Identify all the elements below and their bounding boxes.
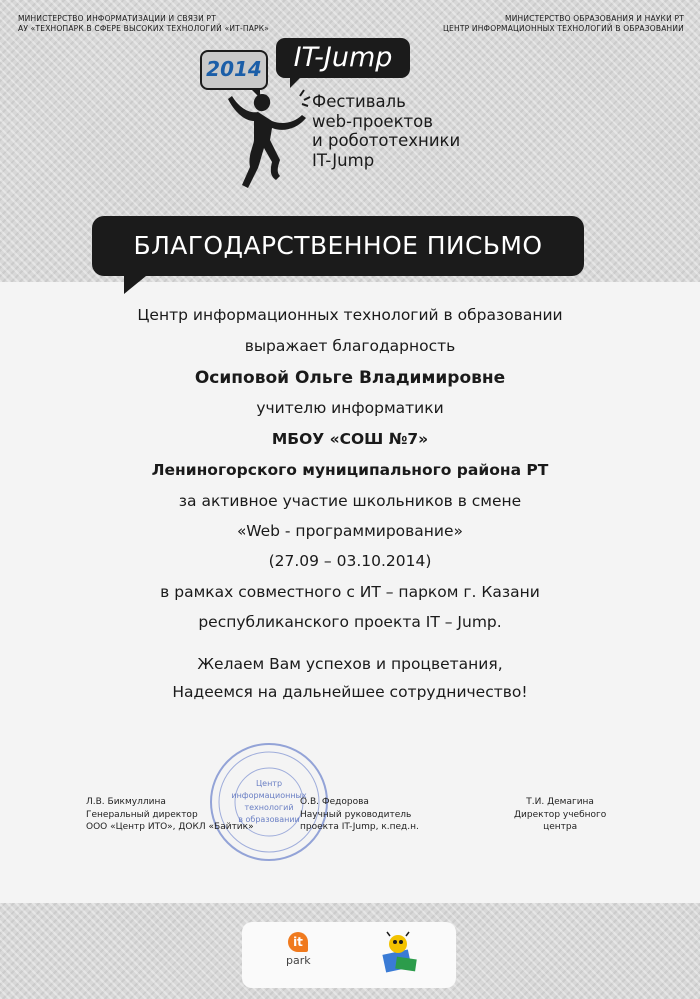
stamp-line-3: технологий — [244, 803, 294, 812]
signatory-2 — [300, 796, 419, 834]
school-name: МБОУ «СОШ №7» — [271, 430, 429, 448]
wish-line-2: Надеемся на дальнейшее сотрудничество! — [172, 683, 528, 701]
stamp-line-4: в образовании — [238, 815, 300, 824]
itpark-logo — [286, 932, 312, 974]
signatory-1-org: ООО «Центр ИТО», ДОКЛ «Байтик» — [86, 822, 254, 832]
itpark-mark-icon: it — [288, 932, 308, 952]
signatory-3 — [514, 796, 606, 834]
festival-line-4: IT-Jump — [312, 150, 375, 170]
signatory-2-role: Научный руководитель — [300, 809, 412, 820]
festival-line-2: web-проектов — [312, 111, 433, 131]
body-line-2: выражает благодарность — [244, 337, 456, 355]
header-left-line-2: АУ «ТЕХНОПАРК В СФЕРЕ ВЫСОКИХ ТЕХНОЛОГИЙ «ИТ-ПАРК» — [18, 24, 270, 33]
signatory-2-name: О.В. Федорова — [300, 797, 369, 807]
body-line-10: в рамках совместного с ИТ – парком г. Казани — [160, 583, 540, 601]
stamp-line-2: информационных — [231, 791, 307, 800]
program-name: «Web - программирование» — [236, 522, 464, 540]
festival-line-3: и робототехники — [312, 131, 461, 150]
body-line-1: Центр информационных технологий в образовании — [137, 306, 563, 324]
body-line-4: учителю информатики — [256, 399, 444, 417]
title-banner: БЛАГОДАРСТВЕННОЕ ПИСЬМО — [92, 216, 584, 276]
header-right-line-1: МИНИСТЕРСТВО ОБРАЗОВАНИЯ И НАУКИ РТ — [505, 14, 684, 23]
baitik-mascot-icon — [378, 930, 422, 974]
signatory-1-role: Генеральный директор — [86, 809, 198, 820]
brand-bubble: IT-Jump — [276, 38, 410, 78]
body-line-11: республиканского проекта IT – Jump. — [198, 613, 502, 631]
year-bubble: 2014 — [200, 50, 268, 90]
district-name: Лениногорского муниципального района РТ — [151, 461, 549, 479]
signatory-2-org: проекта IT-Jump, к.пед.н. — [300, 822, 419, 832]
wish-line-1: Желаем Вам успехов и процветания, — [197, 655, 503, 673]
signatory-3-org: центра — [543, 822, 578, 832]
sponsor-logos — [242, 922, 456, 988]
stamp-line-1: Центр — [255, 779, 283, 788]
signatory-1-name: Л.В. Бикмуллина — [86, 797, 166, 807]
festival-line-1: Фестиваль — [312, 92, 406, 111]
signatory-3-name: Т.И. Демагина — [526, 797, 594, 807]
body-line-7: за активное участие школьников в смене — [178, 492, 522, 510]
recipient-name: Осиповой Ольге Владимировне — [194, 368, 506, 388]
festival-caption — [312, 92, 460, 170]
signatory-3-role: Директор учебного — [514, 809, 607, 820]
header-right-line-2: ЦЕНТР ИНФОРМАЦИОННЫХ ТЕХНОЛОГИЙ В ОБРАЗОВАНИИ — [443, 24, 684, 33]
itpark-word: park — [286, 954, 311, 967]
program-dates: (27.09 – 03.10.2014) — [268, 552, 432, 570]
jumper-silhouette-icon — [222, 86, 312, 206]
header-left-line-1: МИНИСТЕРСТВО ИНФОРМАТИЗАЦИИ И СВЯЗИ РТ — [18, 14, 217, 23]
it-jump-logo — [200, 28, 500, 203]
signatory-1 — [86, 796, 254, 834]
